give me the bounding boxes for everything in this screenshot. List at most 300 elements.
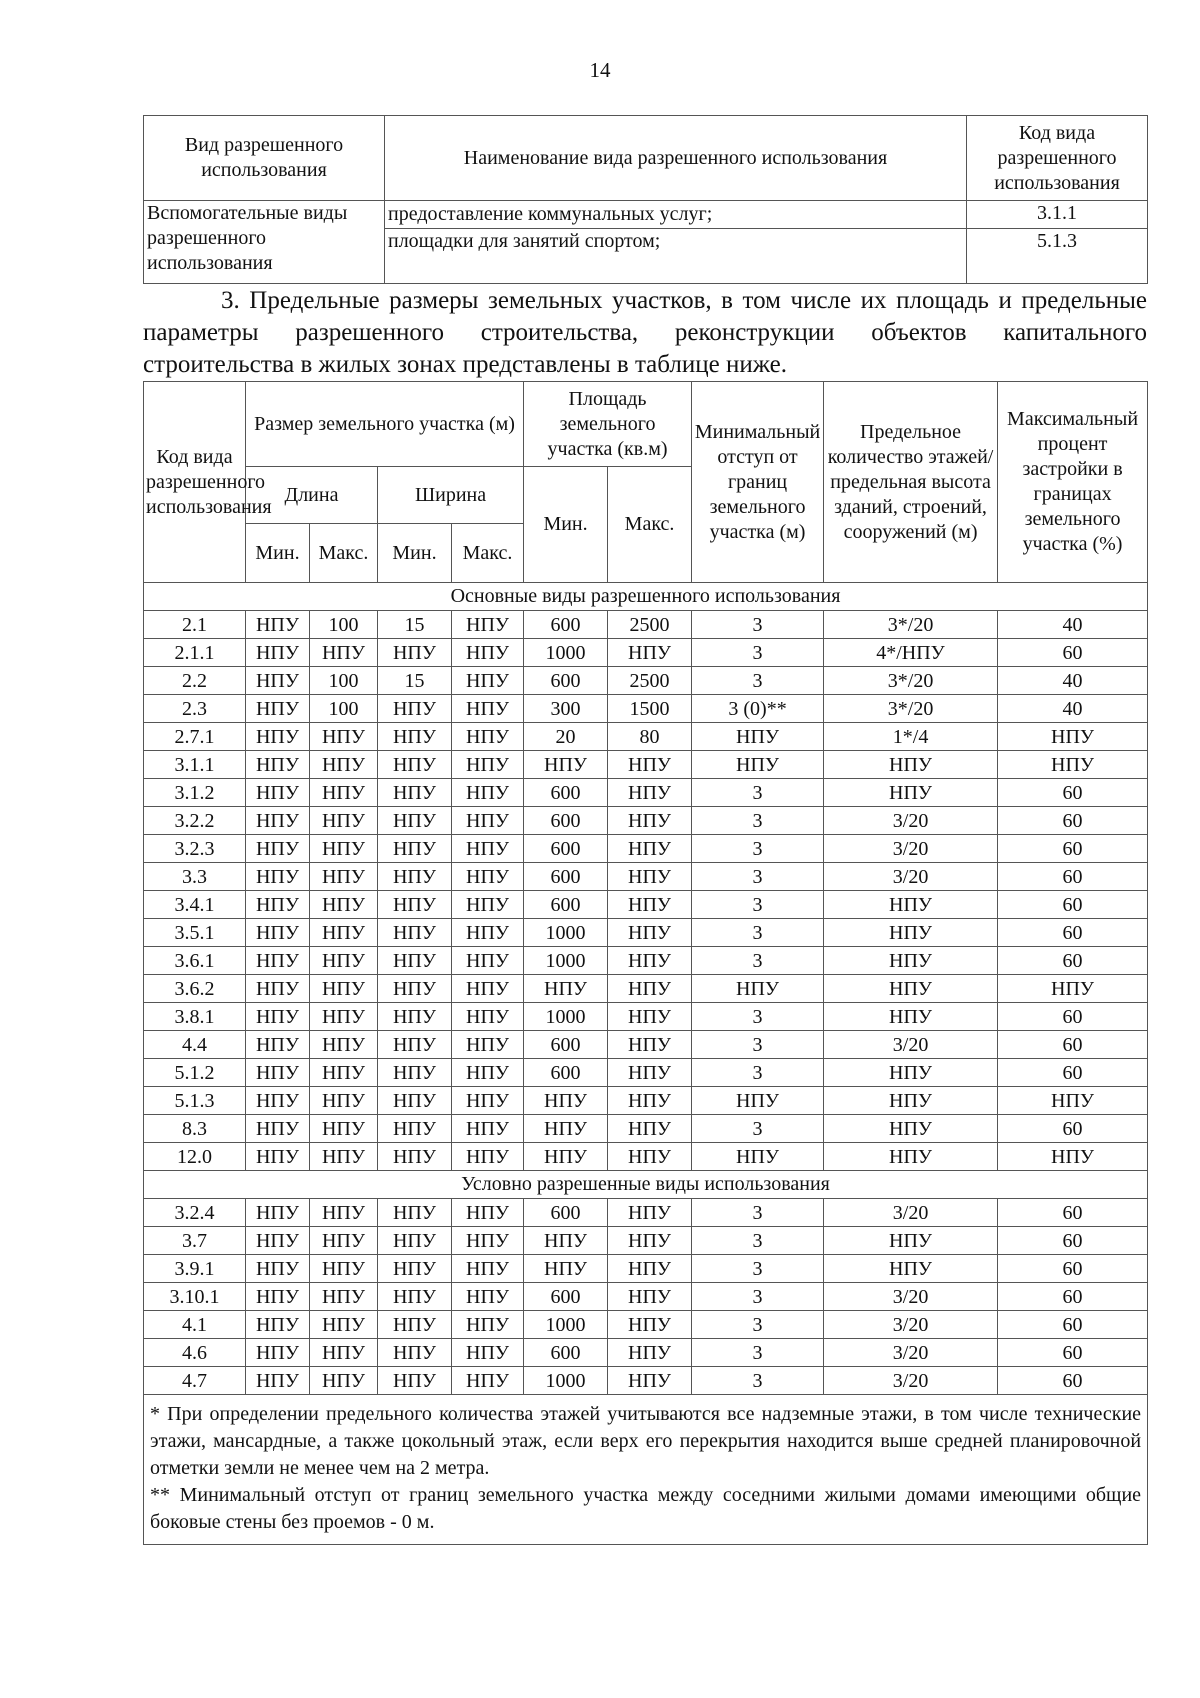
table-cell: 4*/НПУ: [824, 639, 998, 667]
table-row: [144, 947, 1148, 975]
permitted-use-table: [143, 115, 1148, 284]
table-row: [144, 695, 1148, 723]
section-header-row: [144, 583, 1148, 611]
table-cell: 3: [692, 1367, 824, 1395]
table-cell: 3.8.1: [144, 1003, 246, 1031]
table-cell: 5.1.3: [144, 1087, 246, 1115]
table-cell: 60: [998, 779, 1148, 807]
table-cell: НПУ: [608, 639, 692, 667]
table-cell: 1000: [524, 1003, 608, 1031]
table-cell: 4.6: [144, 1339, 246, 1367]
section-title: Условно разрешенные виды использования: [144, 1171, 1148, 1199]
table-cell: НПУ: [378, 1283, 452, 1311]
table-row: [144, 1367, 1148, 1395]
table-cell: 4.4: [144, 1031, 246, 1059]
table-cell: 600: [524, 1059, 608, 1087]
table-cell: 3/20: [824, 863, 998, 891]
table-cell: НПУ: [246, 891, 310, 919]
table-cell: НПУ: [824, 891, 998, 919]
table-cell: НПУ: [310, 1255, 378, 1283]
table-cell: НПУ: [608, 1031, 692, 1059]
table-row: [144, 1255, 1148, 1283]
table-cell: НПУ: [378, 975, 452, 1003]
table-cell: НПУ: [608, 891, 692, 919]
table-cell: НПУ: [246, 807, 310, 835]
header-length: Длина: [246, 467, 378, 524]
table-cell: НПУ: [310, 947, 378, 975]
table-cell: НПУ: [824, 1003, 998, 1031]
table-cell: НПУ: [310, 1031, 378, 1059]
table-cell: 2500: [608, 611, 692, 639]
table-row: [144, 1339, 1148, 1367]
section-header-row: [144, 1171, 1148, 1199]
table-cell: 3.1.1: [144, 751, 246, 779]
table-cell: НПУ: [378, 1367, 452, 1395]
table-cell: НПУ: [998, 1087, 1148, 1115]
table-cell: НПУ: [310, 751, 378, 779]
table-cell: НПУ: [608, 751, 692, 779]
table-row: [144, 891, 1148, 919]
table-row: [144, 1115, 1148, 1143]
table-cell: НПУ: [246, 751, 310, 779]
table-cell: 3/20: [824, 1199, 998, 1227]
table-cell: НПУ: [452, 639, 524, 667]
table-cell: 1000: [524, 919, 608, 947]
table-cell: НПУ: [378, 1339, 452, 1367]
table-cell: НПУ: [608, 807, 692, 835]
table-cell: 600: [524, 891, 608, 919]
table-cell: 3*/20: [824, 667, 998, 695]
table-cell: 3: [692, 891, 824, 919]
table-cell: НПУ: [246, 695, 310, 723]
header-length-max: Макс.: [310, 524, 378, 583]
table-cell: НПУ: [310, 1339, 378, 1367]
table-row: [144, 779, 1148, 807]
header-area-min: Мин.: [524, 467, 608, 583]
header-width-max: Макс.: [452, 524, 524, 583]
table-cell: НПУ: [452, 1087, 524, 1115]
table-cell: НПУ: [524, 751, 608, 779]
table-cell: НПУ: [452, 891, 524, 919]
table-cell: НПУ: [824, 1087, 998, 1115]
table-cell: НПУ: [692, 723, 824, 751]
table-cell: 3: [692, 779, 824, 807]
footnote: ** Минимальный отступ от границ земельного участка между соседними жилыми домами имеющими общие боковые стены без проемов - 0 м.: [150, 1484, 1142, 1533]
table-cell: 3.2.4: [144, 1199, 246, 1227]
table-cell: 3.2.3: [144, 835, 246, 863]
table-cell: 20: [524, 723, 608, 751]
table-cell: НПУ: [246, 1367, 310, 1395]
table-cell: 3/20: [824, 1311, 998, 1339]
table-cell: 3.6.1: [144, 947, 246, 975]
table-row: [144, 1003, 1148, 1031]
table-cell: НПУ: [378, 751, 452, 779]
table-cell: 1000: [524, 947, 608, 975]
table-cell: НПУ: [310, 1115, 378, 1143]
table-cell: 600: [524, 667, 608, 695]
table-cell: 60: [998, 807, 1148, 835]
table-cell: НПУ: [378, 639, 452, 667]
table-cell: 3: [692, 835, 824, 863]
table-row: [144, 1227, 1148, 1255]
table-cell: НПУ: [310, 835, 378, 863]
table-cell: НПУ: [378, 863, 452, 891]
table-cell: НПУ: [246, 779, 310, 807]
table-cell: НПУ: [452, 1227, 524, 1255]
table-cell: НПУ: [452, 1115, 524, 1143]
table-cell: 60: [998, 947, 1148, 975]
header-width-min: Мин.: [378, 524, 452, 583]
name-cell: предоставление коммунальных услуг;: [385, 201, 967, 229]
table-cell: 1000: [524, 1367, 608, 1395]
table-cell: НПУ: [608, 1143, 692, 1171]
table-row: [144, 723, 1148, 751]
table-cell: 3: [692, 1115, 824, 1143]
table-cell: 40: [998, 611, 1148, 639]
table-cell: НПУ: [692, 751, 824, 779]
table-cell: НПУ: [246, 1227, 310, 1255]
table-cell: НПУ: [692, 1087, 824, 1115]
table-cell: 600: [524, 1199, 608, 1227]
table-cell: НПУ: [824, 751, 998, 779]
table-cell: НПУ: [824, 947, 998, 975]
table-cell: 60: [998, 835, 1148, 863]
table-cell: НПУ: [378, 1115, 452, 1143]
table-cell: 3: [692, 639, 824, 667]
table-cell: НПУ: [452, 807, 524, 835]
table-cell: НПУ: [310, 779, 378, 807]
header-name: Наименование вида разрешенного использования: [385, 116, 967, 201]
table-cell: 3.1.2: [144, 779, 246, 807]
table-cell: НПУ: [824, 779, 998, 807]
table-cell: 3: [692, 947, 824, 975]
table-cell: 100: [310, 667, 378, 695]
table-cell: НПУ: [378, 947, 452, 975]
table-cell: НПУ: [246, 1031, 310, 1059]
table-row: [144, 975, 1148, 1003]
table-cell: 60: [998, 1255, 1148, 1283]
table-cell: 15: [378, 611, 452, 639]
table-cell: 3: [692, 863, 824, 891]
table-cell: НПУ: [378, 723, 452, 751]
table-cell: 3/20: [824, 1339, 998, 1367]
table-cell: НПУ: [452, 1059, 524, 1087]
table-cell: 2.3: [144, 695, 246, 723]
table-cell: 60: [998, 1059, 1148, 1087]
table-cell: НПУ: [608, 1059, 692, 1087]
table-cell: НПУ: [378, 1059, 452, 1087]
table-cell: 3/20: [824, 1031, 998, 1059]
name-cell: площадки для занятий спортом;: [385, 229, 967, 284]
table-cell: 2.1: [144, 611, 246, 639]
table-cell: НПУ: [310, 1283, 378, 1311]
table-cell: НПУ: [246, 1087, 310, 1115]
table-cell: НПУ: [378, 1003, 452, 1031]
table-cell: НПУ: [608, 919, 692, 947]
table-cell: НПУ: [310, 975, 378, 1003]
kind-cell: Вспомогательные виды разрешенного использования: [144, 201, 385, 284]
table-cell: НПУ: [246, 1199, 310, 1227]
table-cell: НПУ: [310, 919, 378, 947]
table-cell: 3.6.2: [144, 975, 246, 1003]
table-cell: 100: [310, 695, 378, 723]
table-cell: 600: [524, 863, 608, 891]
table-cell: НПУ: [452, 1311, 524, 1339]
table-cell: НПУ: [452, 667, 524, 695]
table-cell: 12.0: [144, 1143, 246, 1171]
table-cell: НПУ: [452, 723, 524, 751]
notes-cell: [144, 1395, 1148, 1545]
table-row: [144, 1059, 1148, 1087]
table-header-row: [144, 116, 1148, 201]
table-cell: 100: [310, 611, 378, 639]
table-row: [144, 611, 1148, 639]
table-cell: 3.10.1: [144, 1283, 246, 1311]
table-cell: 3: [692, 1199, 824, 1227]
table-cell: НПУ: [246, 1339, 310, 1367]
table-cell: 600: [524, 1339, 608, 1367]
table-cell: НПУ: [378, 695, 452, 723]
table-cell: НПУ: [524, 1087, 608, 1115]
table-cell: 60: [998, 1227, 1148, 1255]
table-cell: НПУ: [452, 835, 524, 863]
table-cell: 60: [998, 1115, 1148, 1143]
table-cell: 1000: [524, 1311, 608, 1339]
table-cell: 2.7.1: [144, 723, 246, 751]
table-cell: 60: [998, 891, 1148, 919]
table-cell: НПУ: [452, 611, 524, 639]
table-cell: НПУ: [378, 807, 452, 835]
table-cell: 3.4.1: [144, 891, 246, 919]
table-cell: НПУ: [246, 1003, 310, 1031]
table-cell: НПУ: [310, 1367, 378, 1395]
table-cell: 2.1.1: [144, 639, 246, 667]
table-cell: НПУ: [824, 1143, 998, 1171]
table-cell: НПУ: [246, 1311, 310, 1339]
table-cell: НПУ: [608, 863, 692, 891]
table-cell: НПУ: [608, 835, 692, 863]
table-cell: НПУ: [452, 1339, 524, 1367]
header-setback: Минимальный отступ от границ земельного участка (м): [692, 382, 824, 583]
table-cell: НПУ: [524, 975, 608, 1003]
table-cell: 60: [998, 1003, 1148, 1031]
table-cell: 3: [692, 1031, 824, 1059]
table-cell: НПУ: [824, 975, 998, 1003]
table-cell: НПУ: [452, 919, 524, 947]
table-cell: 3/20: [824, 835, 998, 863]
table-cell: 4.1: [144, 1311, 246, 1339]
header-area-max: Макс.: [608, 467, 692, 583]
table-row: [144, 1143, 1148, 1171]
table-cell: 600: [524, 611, 608, 639]
table-cell: 60: [998, 639, 1148, 667]
table-cell: НПУ: [824, 1059, 998, 1087]
table-cell: НПУ: [452, 1031, 524, 1059]
table-cell: НПУ: [378, 891, 452, 919]
table-cell: НПУ: [310, 1059, 378, 1087]
table-cell: НПУ: [246, 1143, 310, 1171]
table-row: [144, 667, 1148, 695]
table-cell: 4.7: [144, 1367, 246, 1395]
table-cell: НПУ: [452, 1255, 524, 1283]
table-cell: НПУ: [452, 863, 524, 891]
table-cell: 3: [692, 1059, 824, 1087]
table-cell: НПУ: [824, 1115, 998, 1143]
table-cell: НПУ: [310, 1227, 378, 1255]
table-cell: НПУ: [608, 1311, 692, 1339]
table-cell: 8.3: [144, 1115, 246, 1143]
table-cell: НПУ: [246, 975, 310, 1003]
table-cell: НПУ: [310, 723, 378, 751]
table-cell: НПУ: [608, 1367, 692, 1395]
table-cell: НПУ: [998, 751, 1148, 779]
table-cell: НПУ: [246, 723, 310, 751]
table-cell: НПУ: [608, 1339, 692, 1367]
table-cell: НПУ: [310, 891, 378, 919]
table-cell: НПУ: [246, 1255, 310, 1283]
table-cell: 40: [998, 695, 1148, 723]
table-cell: 3/20: [824, 1283, 998, 1311]
table-cell: НПУ: [824, 919, 998, 947]
header-code: Код вида разрешенного использования: [144, 382, 246, 583]
table-cell: НПУ: [378, 1227, 452, 1255]
table-cell: 3: [692, 1311, 824, 1339]
table-cell: 600: [524, 1031, 608, 1059]
table-cell: НПУ: [246, 863, 310, 891]
table-cell: НПУ: [452, 1003, 524, 1031]
table-cell: 600: [524, 835, 608, 863]
header-kind: Вид разрешенного использования: [144, 116, 385, 201]
section-title: Основные виды разрешенного использования: [144, 583, 1148, 611]
table-cell: 600: [524, 807, 608, 835]
table-cell: 3.3: [144, 863, 246, 891]
table-cell: НПУ: [998, 975, 1148, 1003]
table-cell: НПУ: [452, 1143, 524, 1171]
table-cell: НПУ: [310, 1087, 378, 1115]
table-cell: НПУ: [608, 1115, 692, 1143]
table-cell: 60: [998, 919, 1148, 947]
table-cell: 3.2.2: [144, 807, 246, 835]
header-size: Размер земельного участка (м): [246, 382, 524, 467]
table-row: [144, 807, 1148, 835]
table-cell: НПУ: [608, 1003, 692, 1031]
table-cell: НПУ: [246, 639, 310, 667]
table-cell: 1500: [608, 695, 692, 723]
table-cell: НПУ: [246, 947, 310, 975]
header-code: Код вида разрешенного использования: [967, 116, 1148, 201]
table-cell: НПУ: [608, 947, 692, 975]
table-cell: 3: [692, 1283, 824, 1311]
table-cell: 3*/20: [824, 611, 998, 639]
table-cell: НПУ: [246, 667, 310, 695]
table-cell: НПУ: [608, 1199, 692, 1227]
table-cell: 600: [524, 779, 608, 807]
table-cell: 3.9.1: [144, 1255, 246, 1283]
table-cell: 3: [692, 1339, 824, 1367]
table-row: [144, 919, 1148, 947]
table-cell: НПУ: [310, 863, 378, 891]
table-cell: 3/20: [824, 1367, 998, 1395]
table-cell: 5.1.2: [144, 1059, 246, 1087]
table-cell: 60: [998, 1311, 1148, 1339]
table-cell: 1000: [524, 639, 608, 667]
table-cell: НПУ: [524, 1143, 608, 1171]
footnote: * При определении предельного количества этажей учитываются все надземные этажи, в том числе технические этажи, мансардные, а также цокольный этаж, если верх его перекрытия находится выше средней планировочной отметки земли не менее чем на 2 метра.: [150, 1403, 1142, 1479]
table-cell: НПУ: [608, 1283, 692, 1311]
table-cell: 60: [998, 1339, 1148, 1367]
table-cell: НПУ: [246, 1283, 310, 1311]
table-cell: НПУ: [378, 1143, 452, 1171]
table-cell: НПУ: [310, 1199, 378, 1227]
table-cell: НПУ: [452, 1283, 524, 1311]
table-cell: 3: [692, 807, 824, 835]
table-cell: НПУ: [378, 779, 452, 807]
table-cell: НПУ: [608, 1087, 692, 1115]
table-cell: 60: [998, 1031, 1148, 1059]
header-area: Площадь земельного участка (кв.м): [524, 382, 692, 467]
table-cell: НПУ: [310, 1143, 378, 1171]
table-row: [144, 1283, 1148, 1311]
table-cell: 2500: [608, 667, 692, 695]
table-cell: НПУ: [524, 1255, 608, 1283]
table-cell: НПУ: [310, 639, 378, 667]
table-cell: НПУ: [524, 1115, 608, 1143]
table-cell: НПУ: [246, 835, 310, 863]
table-cell: НПУ: [452, 1367, 524, 1395]
table-cell: НПУ: [378, 919, 452, 947]
table-cell: НПУ: [452, 695, 524, 723]
table-row: [144, 751, 1148, 779]
page-number: 14: [589, 58, 611, 82]
header-percent: Максимальный процент застройки в границах земельного участка (%): [998, 382, 1148, 583]
table-cell: 3: [692, 1227, 824, 1255]
table-cell: НПУ: [452, 947, 524, 975]
table-cell: НПУ: [246, 919, 310, 947]
table-row: [144, 1031, 1148, 1059]
table-row: [144, 639, 1148, 667]
table-cell: НПУ: [824, 1255, 998, 1283]
header-length-min: Мин.: [246, 524, 310, 583]
table-cell: 80: [608, 723, 692, 751]
table-row: [144, 1087, 1148, 1115]
header-floors: Предельное количество этажей/ предельная высота зданий, строений, сооружений (м): [824, 382, 998, 583]
table-cell: 60: [998, 1199, 1148, 1227]
table-cell: 60: [998, 1367, 1148, 1395]
table-row: [144, 863, 1148, 891]
table-row: [144, 835, 1148, 863]
table-cell: 3: [692, 1255, 824, 1283]
table-cell: 40: [998, 667, 1148, 695]
table-cell: НПУ: [452, 751, 524, 779]
table-cell: НПУ: [692, 1143, 824, 1171]
table-cell: НПУ: [378, 1087, 452, 1115]
table-cell: НПУ: [692, 975, 824, 1003]
table-row: [144, 1311, 1148, 1339]
table-cell: 60: [998, 1283, 1148, 1311]
table-cell: НПУ: [378, 835, 452, 863]
table-cell: НПУ: [310, 1311, 378, 1339]
code-cell: 5.1.3: [967, 229, 1148, 284]
table-cell: НПУ: [378, 1311, 452, 1339]
table-cell: НПУ: [378, 1199, 452, 1227]
table-cell: 2.2: [144, 667, 246, 695]
table-cell: 3: [692, 667, 824, 695]
code-cell: 3.1.1: [967, 201, 1148, 229]
table-cell: 3/20: [824, 807, 998, 835]
table-row: [144, 201, 1148, 229]
table-cell: НПУ: [452, 975, 524, 1003]
table-cell: 60: [998, 863, 1148, 891]
